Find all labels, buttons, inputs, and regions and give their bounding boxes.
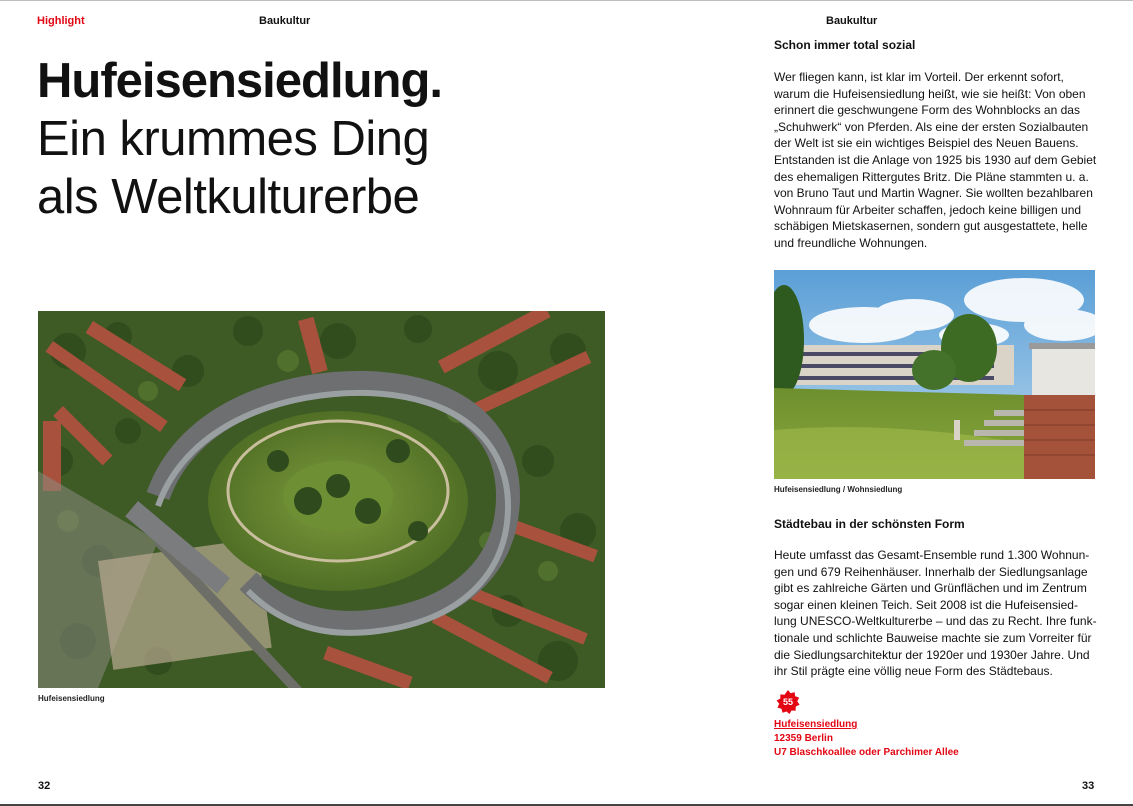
body-line: schäbigen Mietskasernen, sondern gut ausgestattete, helle — [774, 219, 1088, 234]
body-line: erinnert die geschwungene Form des Wohnblocks an das — [774, 103, 1080, 118]
section2-heading: Städtebau in der schönsten Form — [774, 517, 965, 531]
photo-caption-right: Hufeisensiedlung / Wohnsiedlung — [774, 485, 903, 494]
location-postal: 12359 Berlin — [774, 733, 833, 744]
section1-body — [774, 69, 1119, 252]
section-label: Highlight — [37, 15, 85, 27]
body-line: von Bruno Taut und Martin Wagner. Sie wollten bezahlbaren — [774, 186, 1093, 201]
page-number-right: 33 — [1082, 780, 1095, 792]
category-label-left: Baukultur — [259, 15, 311, 27]
top-rule — [0, 0, 1133, 1]
location-transit: U7 Blaschkoallee oder Parchimer Allee — [774, 747, 959, 758]
location-badge-number: 55 — [782, 697, 793, 707]
body-line: „Schuhwerk“ von Pferden. Als eine der ersten Sozialbauten — [774, 119, 1089, 134]
street-photo — [774, 270, 1095, 479]
title-line-1: Hufeisensiedlung. — [37, 54, 443, 108]
aerial-photo — [38, 311, 605, 688]
body-line: Heute umfasst das Gesamt-Ensemble rund 1.300 Wohnun- — [774, 548, 1090, 562]
body-line: Wer fliegen kann, ist klar im Vorteil. Der erkennt sofort, — [774, 70, 1064, 84]
title-line-3: als Weltkulturerbe — [37, 170, 420, 224]
body-line: warum die Hufeisensiedlung heißt, wie sie heißt: Von oben — [774, 86, 1086, 101]
page-number-left: 32 — [38, 780, 51, 792]
category-label-right: Baukultur — [826, 15, 878, 27]
body-line: die Siedlungsarchitektur der 1920er und 1930er Jahre. Und — [774, 647, 1090, 662]
title-line-2: Ein krummes Ding — [37, 112, 430, 166]
section2-body — [774, 547, 1119, 680]
body-line: sogar einen kleinen Teich. Seit 2008 ist die Hufeisensied- — [774, 597, 1078, 612]
body-line: Entstanden ist die Anlage von 1925 bis 1930 auf dem Gebiet — [774, 152, 1097, 167]
body-line: Wohnraum für Arbeiter schaffen, jedoch keine billigen und — [774, 202, 1082, 217]
body-line: tionale und schlichte Bauweise machte sie zum Vorreiter für — [774, 630, 1092, 645]
page-title — [37, 52, 442, 226]
body-line: gen und 679 Reihenhäuser. Innerhalb der Siedlungsanlage — [774, 564, 1088, 579]
location-info — [774, 718, 959, 760]
photo-caption-left: Hufeisensiedlung — [38, 694, 105, 703]
location-name-link[interactable]: Hufeisensiedlung — [774, 719, 858, 730]
section1-heading: Schon immer total sozial — [774, 38, 916, 52]
body-line: gibt es zahlreiche Gärten und Grünflächen und im Zentrum — [774, 581, 1087, 596]
body-line: lung UNESCO-Weltkulturerbe – und das zu Recht. Ihre funk- — [774, 614, 1097, 629]
body-line: ihr Stil prägte eine völlig neue Form des Städtebaus. — [774, 664, 1053, 679]
body-line: und freundliche Wohnungen. — [774, 235, 928, 250]
body-line: des ehemaligen Rittergutes Britz. Die Pläne stammten u. a. — [774, 169, 1089, 184]
body-line: der Welt ist sie ein wichtiges Beispiel des Neuen Bauens. — [774, 136, 1079, 151]
